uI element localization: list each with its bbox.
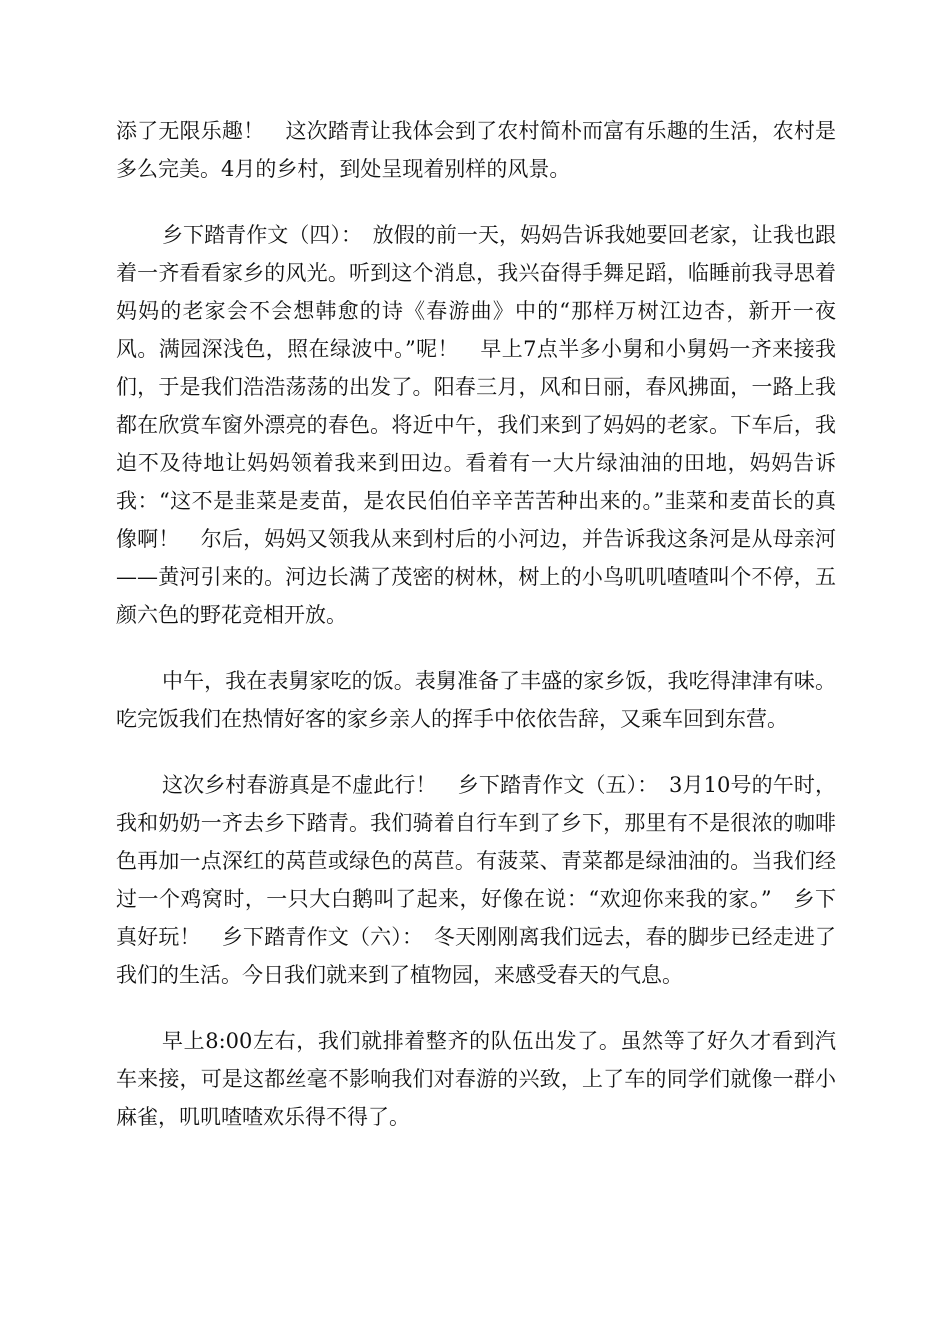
- paragraph-4: 这次乡村春游真是不虚此行！ 乡下踏青作文（五）： 3月10号的午时，我和奶奶一齐去乡下踏青。我们骑着自行车到了乡下，那里有不是很浓的咖啡色再加一点深红的莴苣或绿色的莴苣。有菠菜、青菜都是绿油油的。当我们经过一个鸡窝时，一只大白鹅叫了起来，好像在说：“欢迎你来我的家。” 乡下真好玩！ 乡下踏青作文（六）： 冬天刚刚离我们远去，春的脚步已经走进了我们的生活。今日我们就来到了植物园，来感受春天的气息。: [116, 773, 836, 987]
- paragraph-5: 早上8:00左右，我们就排着整齐的队伍出发了。虽然等了好久才看到汽车来接，可是这都丝毫不影响我们对春游的兴致，上了车的同学们就像一群小麻雀，叽叽喳喳欢乐得不得了。: [116, 1029, 836, 1129]
- paragraph-3: 中午，我在表舅家吃的饭。表舅准备了丰盛的家乡饭，我吃得津津有味。吃完饭我们在热情好客的家乡亲人的挥手中依依告辞，又乘车回到东营。: [116, 669, 836, 731]
- paragraph-1: 添了无限乐趣！ 这次踏青让我体会到了农村简朴而富有乐趣的生活，农村是多么完美。4月的乡村，到处呈现着别样的风景。: [116, 119, 836, 181]
- document-body: [116, 112, 836, 1164]
- paragraph-2: 乡下踏青作文（四）： 放假的前一天，妈妈告诉我她要回老家，让我也跟着一齐看看家乡的风光。听到这个消息，我兴奋得手舞足蹈，临睡前我寻思着妈妈的老家会不会想韩愈的诗《春游曲》中的“那样万树江边杏，新开一夜风。满园深浅色，照在绿波中。”呢！ 早上7点半多小舅和小舅妈一齐来接我们，于是我们浩浩荡荡的出发了。阳春三月，风和日丽，春风拂面，一路上我都在欣赏车窗外漂亮的春色。将近中午，我们来到了妈妈的老家。下车后，我迫不及待地让妈妈领着我来到田边。看着有一大片绿油油的田地，妈妈告诉我：“这不是韭菜是麦苗，是农民伯伯辛辛苦苦种出来的。”韭菜和麦苗长的真像啊！ 尔后，妈妈又领我从来到村后的小河边，并告诉我这条河是从母亲河——黄河引来的。河边长满了茂密的树林，树上的小鸟叽叽喳喳叫个不停，五颜六色的野花竞相开放。: [116, 223, 836, 627]
